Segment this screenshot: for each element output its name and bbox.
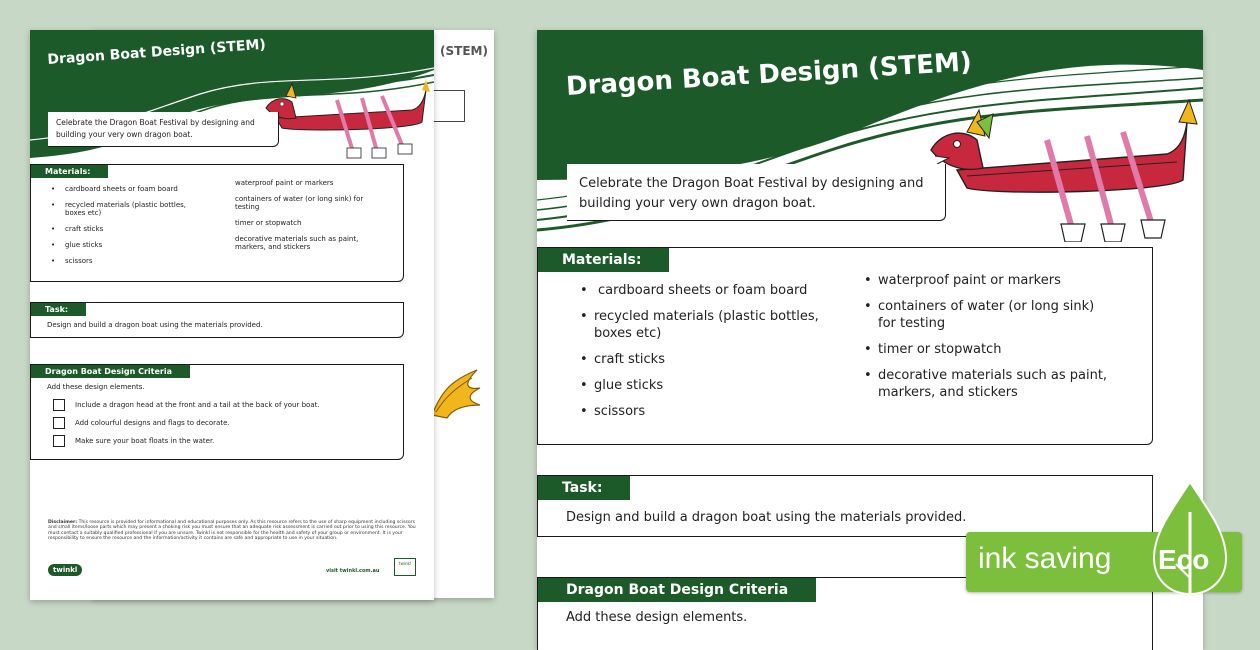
list-item: timer or stopwatch <box>235 219 302 227</box>
list-item: • timer or stopwatch <box>878 341 1128 358</box>
footer-url[interactable]: visit twinkl.com.au <box>326 568 380 574</box>
dragon-boat-illustration-large <box>927 92 1203 242</box>
list-item: • cardboard sheets or foam board <box>594 282 819 299</box>
ink-saving-text: ink saving <box>978 542 1112 575</box>
list-item: • waterproof paint or markers <box>878 272 1128 289</box>
criteria-item-label: Make sure your boat floats in the water. <box>75 437 215 445</box>
materials-right-list-large <box>878 272 1128 401</box>
materials-right-list <box>235 179 385 251</box>
list-item: • scissors <box>594 403 819 420</box>
task-box <box>30 302 404 338</box>
twinkl-logo <box>48 564 82 576</box>
criteria-list <box>53 399 320 447</box>
materials-left-list-large <box>594 282 819 420</box>
materials-label: Materials: <box>31 165 108 178</box>
list-item: • cardboard sheets or foam board <box>65 185 205 193</box>
dragon-boat-illustration <box>262 70 432 160</box>
task-label: Task: <box>31 303 86 316</box>
criteria-item[interactable] <box>53 399 320 411</box>
page-title: Dragon Boat Design (STEM) <box>46 36 267 68</box>
criteria-label: Dragon Boat Design Criteria <box>31 365 190 378</box>
list-item: • containers of water (or long sink) for testing <box>878 298 1108 332</box>
criteria-intro-large: Add these design elements. <box>566 610 748 625</box>
intro-text-line2: building your very own dragon boat. <box>56 130 193 139</box>
page-title-large: Dragon Boat Design (STEM) <box>565 47 973 102</box>
task-box-large <box>537 475 1153 537</box>
list-item: decorative materials such as paint, markers, and stickers <box>235 235 359 251</box>
list-item: • scissors <box>65 257 205 265</box>
checkbox[interactable] <box>53 435 65 447</box>
criteria-intro: Add these design elements. <box>47 383 145 391</box>
disclaimer-text: This resource is provided for informational and educational purposes only. As this resource refers to the use of sharp equipment including scissors and small items/loose parts which may present a choking risk you must ensure that an adequate risk assessment is carried out prior to using this resource. You must contact a suitably qualified professional if you are unsure. Twinkl is not responsible for the health and safety of your group or environment. It is your responsibility to ensure the resource and the information/activity it contains are safe and appropriate to use in your situation. <box>48 520 416 542</box>
intro-box-large <box>567 164 946 221</box>
materials-box <box>30 164 404 282</box>
task-text: Design and build a dragon boat using the materials provided. <box>47 321 263 329</box>
list-item: • craft sticks <box>594 351 819 368</box>
intro-text: Celebrate the Dragon Boat Festival by designing and <box>56 118 255 127</box>
criteria-item[interactable] <box>53 417 320 429</box>
list-item: boxes etc) <box>594 326 662 341</box>
list-item: containers of water (or long sink) for testing <box>235 195 364 211</box>
intro-box <box>48 112 279 147</box>
disclaimer <box>48 520 420 542</box>
list-item: • glue sticks <box>594 377 819 394</box>
criteria-item-label: Add colourful designs and flags to decorate. <box>75 419 230 427</box>
list-item: waterproof paint or markers <box>235 179 334 187</box>
materials-left-list <box>65 185 205 265</box>
intro-text-large-line2: building your very own dragon boat. <box>579 196 816 211</box>
small-page <box>30 30 434 600</box>
materials-box-large <box>537 247 1153 445</box>
list-item: • glue sticks <box>65 241 205 249</box>
task-text-large: Design and build a dragon boat using the materials provided. <box>566 510 967 525</box>
list-item: • craft sticks <box>65 225 205 233</box>
intro-text-large: Celebrate the Dragon Boat Festival by designing and <box>579 176 924 191</box>
eco-text: Eco <box>1158 544 1210 575</box>
back-page-title-fragment: (STEM) <box>440 44 488 58</box>
criteria-box <box>30 364 404 460</box>
footer-badge <box>394 558 416 576</box>
checkbox[interactable] <box>53 399 65 411</box>
disclaimer-label: Disclaimer: <box>48 520 78 525</box>
criteria-item-label: Include a dragon head at the front and a tail at the back of your boat. <box>75 401 320 409</box>
criteria-item[interactable] <box>53 435 320 447</box>
footer-badge-text: twinkl <box>399 561 411 566</box>
checkbox[interactable] <box>53 417 65 429</box>
list-item: • recycled materials (plastic bottles, boxes etc) <box>65 201 205 217</box>
list-item: • decorative materials such as paint, markers, and stickers <box>878 367 1118 401</box>
twinkl-logo-text: twinkl <box>53 566 78 574</box>
task-label-large: Task: <box>538 476 630 500</box>
materials-label-large: Materials: <box>538 248 669 272</box>
list-item: • recycled materials (plastic bottles, <box>594 308 819 325</box>
criteria-label-large: Dragon Boat Design Criteria <box>538 578 816 602</box>
